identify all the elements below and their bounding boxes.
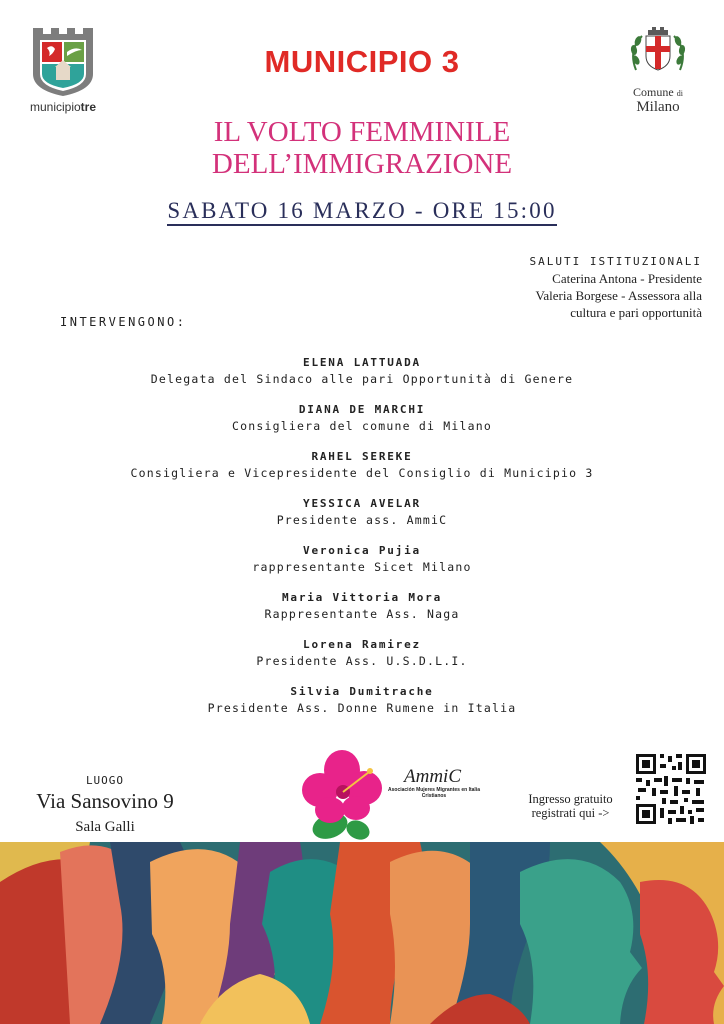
- women-faces-illustration: [0, 842, 724, 1024]
- speaker-role: Presidente Ass. Donne Rumene in Italia: [207, 701, 517, 715]
- saluti-line-3: cultura e pari opportunità: [570, 305, 702, 320]
- ammic-tagline: [386, 787, 482, 799]
- speaker-role: Rappresentante Ass. Naga: [264, 607, 460, 621]
- saluti-line-2: Valeria Borgese - Assessora alla: [535, 288, 702, 303]
- comune-milano-logo: [622, 24, 694, 115]
- speaker-role: rappresentante Sicet Milano: [252, 560, 472, 574]
- registration-line-1: Ingresso gratuito: [528, 792, 613, 806]
- ammic-tagline-1: Asociación Mujeres Migrantes en Italia: [388, 787, 480, 793]
- speaker-item: [0, 684, 724, 731]
- speaker-role: Delegata del Sindaco alle pari Opportunità di Genere: [150, 372, 574, 386]
- registration-note: [508, 792, 633, 820]
- comune-word: Comune: [633, 85, 674, 99]
- speaker-name: ELENA LATTUADA: [303, 356, 421, 369]
- speaker-name: Maria Vittoria Mora: [281, 591, 443, 604]
- wordmark-a: municipio: [29, 100, 81, 114]
- municipio-tre-wordmark: [18, 100, 108, 114]
- event-date: [0, 198, 724, 224]
- wordmark-b: tre: [80, 100, 97, 114]
- venue-room: Sala Galli: [75, 819, 135, 835]
- saluti-block: [530, 253, 702, 321]
- venue-block: [20, 774, 190, 836]
- speaker-name: Veronica Pujia: [303, 544, 421, 557]
- speaker-role: Consigliera e Vicepresidente del Consiglio di Municipio 3: [130, 466, 594, 480]
- registration-line-2: registrati qui ->: [531, 806, 610, 820]
- speaker-name: DIANA DE MARCHI: [298, 403, 426, 416]
- speaker-item: [0, 402, 724, 449]
- milano-label: Milano: [636, 99, 680, 115]
- speaker-name: Silvia Dumitrache: [290, 685, 434, 698]
- speaker-name: Lorena Ramirez: [303, 638, 421, 651]
- speakers-list: [0, 355, 724, 731]
- ammic-tagline-2: Cristianos: [421, 793, 447, 799]
- comune-label: [622, 86, 694, 100]
- ammic-name: AmmiC: [404, 766, 461, 787]
- milano-crest-icon: [628, 24, 688, 82]
- speaker-item: [0, 496, 724, 543]
- speaker-role: Presidente Ass. U.S.D.L.I.: [256, 654, 468, 668]
- event-title-line-1: IL VOLTO FEMMINILE: [213, 116, 511, 148]
- venue-label: LUOGO: [85, 774, 125, 787]
- speaker-role: Consigliera del comune di Milano: [232, 419, 492, 433]
- speaker-item: [0, 543, 724, 590]
- speaker-item: [0, 637, 724, 684]
- event-title-line-2: DELL’IMMIGRAZIONE: [211, 148, 513, 180]
- speaker-item: [0, 590, 724, 637]
- event-title: [0, 116, 724, 180]
- speaker-role: Presidente ass. AmmiC: [276, 513, 448, 527]
- venue-address: Via Sansovino 9: [36, 789, 174, 813]
- event-date-text: SABATO 16 MARZO - ORE 15:00: [167, 198, 556, 226]
- speaker-name: YESSICA AVELAR: [303, 497, 421, 510]
- speaker-name: RAHEL SEREKE: [311, 450, 413, 463]
- comune-di: di: [676, 89, 683, 98]
- speaker-item: [0, 449, 724, 496]
- saluti-heading: SALUTI ISTITUZIONALI: [529, 255, 702, 268]
- page-title: MUNICIPIO 3: [264, 44, 460, 79]
- qr-code[interactable]: [634, 752, 708, 826]
- speaker-item: [0, 355, 724, 402]
- saluti-line-1: Caterina Antona - Presidente: [552, 271, 702, 286]
- hibiscus-icon: [298, 746, 390, 842]
- intervengono-label: INTERVENGONO:: [60, 315, 187, 329]
